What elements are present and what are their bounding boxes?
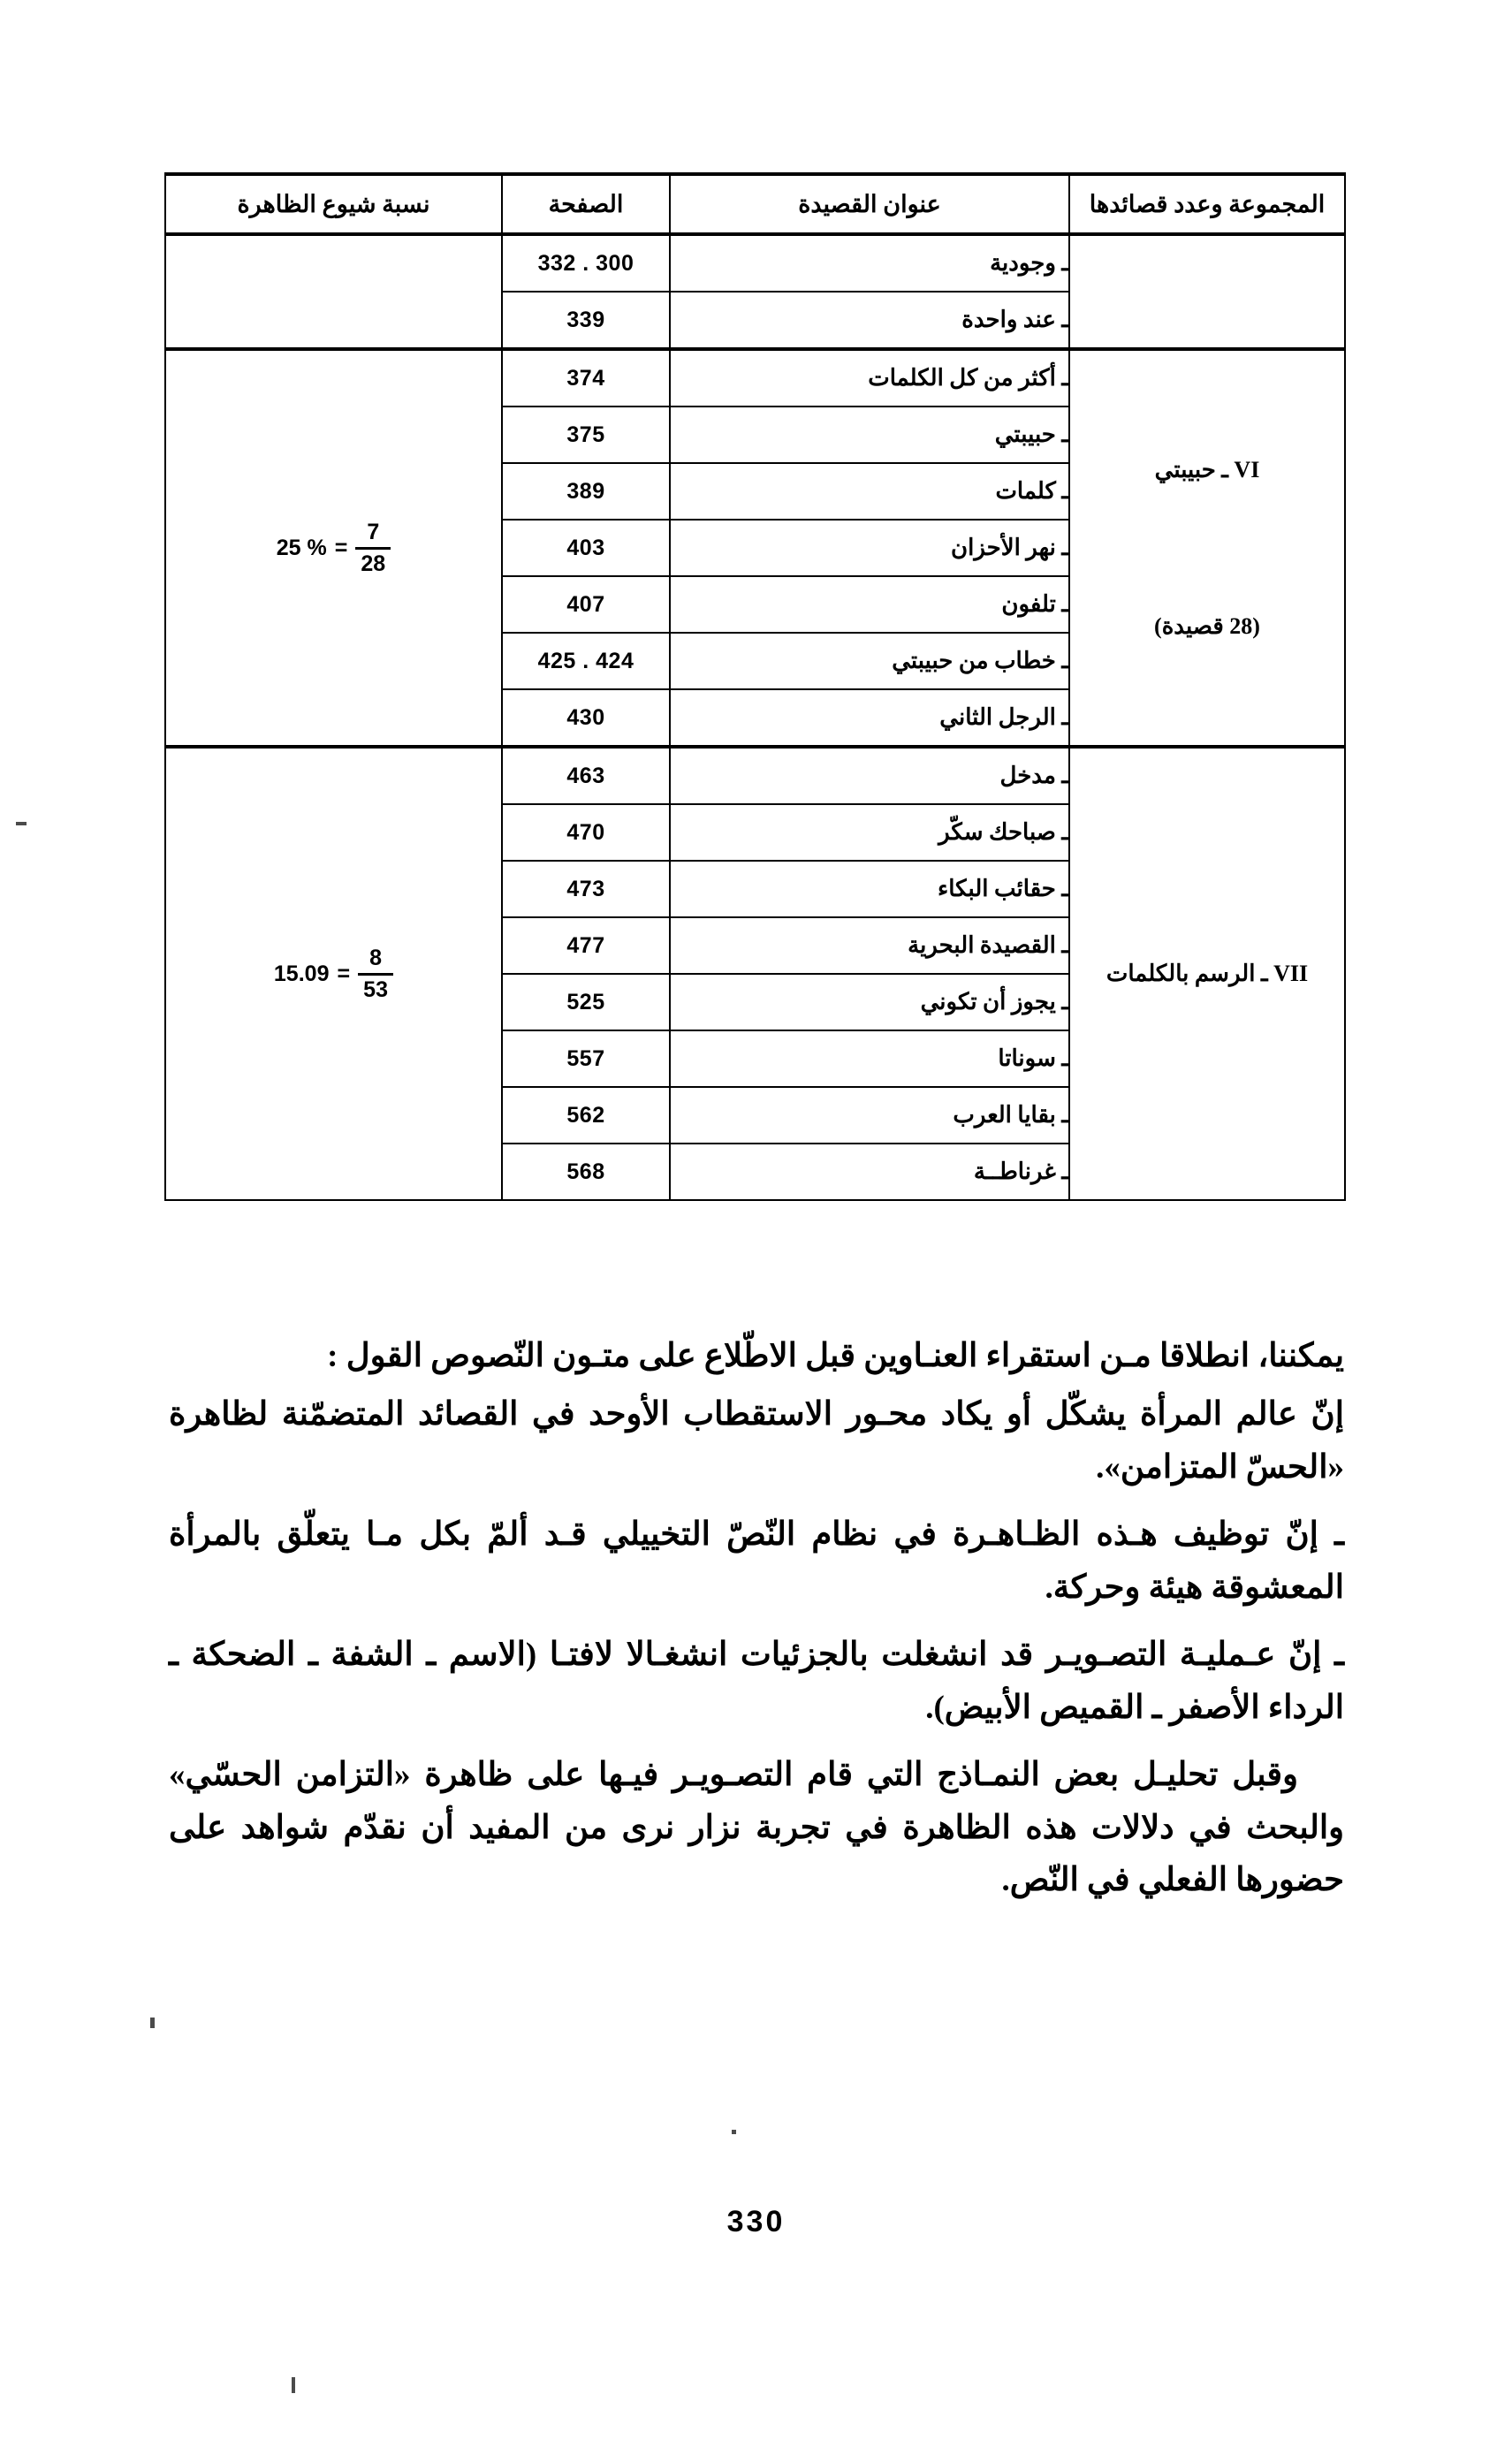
cell-poem-title: ـ وجودية: [670, 234, 1069, 292]
column-header-ratio: نسبة شيوع الظاهرة: [165, 174, 502, 234]
cell-frequency-ratio: [165, 234, 502, 349]
cell-poem-title: ـ غرناطــة: [670, 1144, 1069, 1200]
cell-page-number: 463: [502, 747, 670, 804]
table-row: [165, 349, 1345, 407]
fraction-denominator: 28: [361, 551, 386, 576]
fraction: [358, 946, 393, 1001]
ratio-expression: [277, 521, 391, 575]
fraction-bar: [355, 547, 391, 550]
group-label: VII ـ الرسم بالكلمات: [1106, 961, 1309, 986]
table-row: [165, 234, 1345, 292]
cell-poem-title: ـ خطاب من حبيبتي: [670, 633, 1069, 689]
cell-page-number: 332 . 300: [502, 234, 670, 292]
paragraph: ـ إنّ توظيف هـذه الظـاهـرة في نظام النّصّ التخييلي قـد ألمّ بكل مـا يتعلّق بالمرأة المعشوقة هيئة وحركة.: [169, 1516, 1344, 1606]
ratio-value: 15.09: [273, 961, 330, 986]
page-number: 330: [726, 2205, 786, 2238]
equals-sign: =: [334, 535, 348, 560]
cell-page-number: 425 . 424: [502, 633, 670, 689]
ratio-expression: [274, 946, 393, 1001]
paragraph: يمكننا، انطلاقا مـن استقراء العنـاوين قبل الاطّلاع على متـون النّصوص القول :: [327, 1338, 1344, 1374]
frequency-table: [164, 172, 1346, 1201]
column-header-group: المجموعة وعدد قصائدها: [1069, 174, 1345, 234]
cell-poem-title: ـ بقايا العرب: [670, 1087, 1069, 1144]
cell-poem-title: ـ نهر الأحزان: [670, 520, 1069, 576]
table-row: [165, 747, 1345, 804]
scan-artifact: [150, 2018, 155, 2028]
group-label: VI ـ حبيبتي: [1154, 456, 1260, 483]
table-header-row: [165, 174, 1345, 234]
fraction-denominator: 53: [363, 977, 388, 1002]
cell-page-number: 374: [502, 349, 670, 407]
cell-group: [1069, 349, 1345, 747]
ratio-value: 25 %: [276, 535, 327, 560]
paragraph: إنّ عالم المرأة يشكّل أو يكاد محـور الاستقطاب الأوحد في القصائد المتضمّنة لظاهرة «الحسّ المتزامن».: [169, 1395, 1344, 1486]
cell-page-number: 430: [502, 689, 670, 747]
cell-page-number: 470: [502, 804, 670, 861]
cell-poem-title: ـ يجوز أن تكوني: [670, 974, 1069, 1030]
fraction: [355, 521, 391, 575]
cell-poem-title: ـ حبيبتي: [670, 407, 1069, 463]
body-text: [169, 1330, 1344, 1912]
equals-sign: =: [337, 961, 351, 986]
cell-page-number: 557: [502, 1030, 670, 1087]
cell-poem-title: ـ الرجل الثاني: [670, 689, 1069, 747]
cell-page-number: 407: [502, 576, 670, 633]
cell-poem-title: ـ صباحك سكّر: [670, 804, 1069, 861]
group-poem-count: (28 قصيدة): [1154, 612, 1260, 639]
cell-poem-title: ـ أكثر من كل الكلمات: [670, 349, 1069, 407]
cell-page-number: 403: [502, 520, 670, 576]
cell-poem-title: ـ مدخل: [670, 747, 1069, 804]
cell-poem-title: ـ حقائب البكاء: [670, 861, 1069, 917]
paragraph: وقبل تحليـل بعض النمـاذج التي قام التصـويـر فيـها على ظاهرة «التزامن الحسّي» والبحث في دلالات هذه الظاهرة في تجربة نزار نرى من المفيد أن نقدّم شواهد على حضورها الفعلي في النّص.: [169, 1756, 1344, 1899]
paragraph: ـ إنّ عـمليـة التصـويـر قد انشغلت بالجزئيات انشغـالا لافتـا (الاسم ـ الشفة ـ الضحكة ـ الرداء الأصفر ـ القميص الأبيض).: [169, 1636, 1344, 1726]
cell-frequency-ratio: [165, 747, 502, 1200]
cell-poem-title: ـ تلفون: [670, 576, 1069, 633]
cell-group: [1069, 747, 1345, 1200]
cell-page-number: 525: [502, 974, 670, 1030]
cell-page-number: 375: [502, 407, 670, 463]
cell-page-number: 473: [502, 861, 670, 917]
cell-poem-title: ـ كلمات: [670, 463, 1069, 520]
cell-page-number: 568: [502, 1144, 670, 1200]
cell-page-number: 339: [502, 292, 670, 349]
fraction-numerator: 8: [369, 946, 383, 971]
frequency-table-container: [166, 172, 1346, 1201]
cell-poem-title: ـ القصيدة البحرية: [670, 917, 1069, 974]
cell-page-number: 477: [502, 917, 670, 974]
scan-artifact: [292, 2377, 295, 2393]
cell-page-number: 562: [502, 1087, 670, 1144]
cell-page-number: 389: [502, 463, 670, 520]
table-body: [165, 234, 1345, 1200]
scan-artifact: [16, 822, 27, 825]
fraction-numerator: 7: [367, 520, 380, 545]
fraction-bar: [358, 973, 393, 976]
scan-artifact: [732, 2130, 736, 2134]
column-header-title: عنوان القصيدة: [670, 174, 1069, 234]
cell-frequency-ratio: [165, 349, 502, 747]
cell-poem-title: ـ عند واحدة: [670, 292, 1069, 349]
cell-group: [1069, 234, 1345, 349]
cell-poem-title: ـ سوناتا: [670, 1030, 1069, 1087]
column-header-page: الصفحة: [502, 174, 670, 234]
